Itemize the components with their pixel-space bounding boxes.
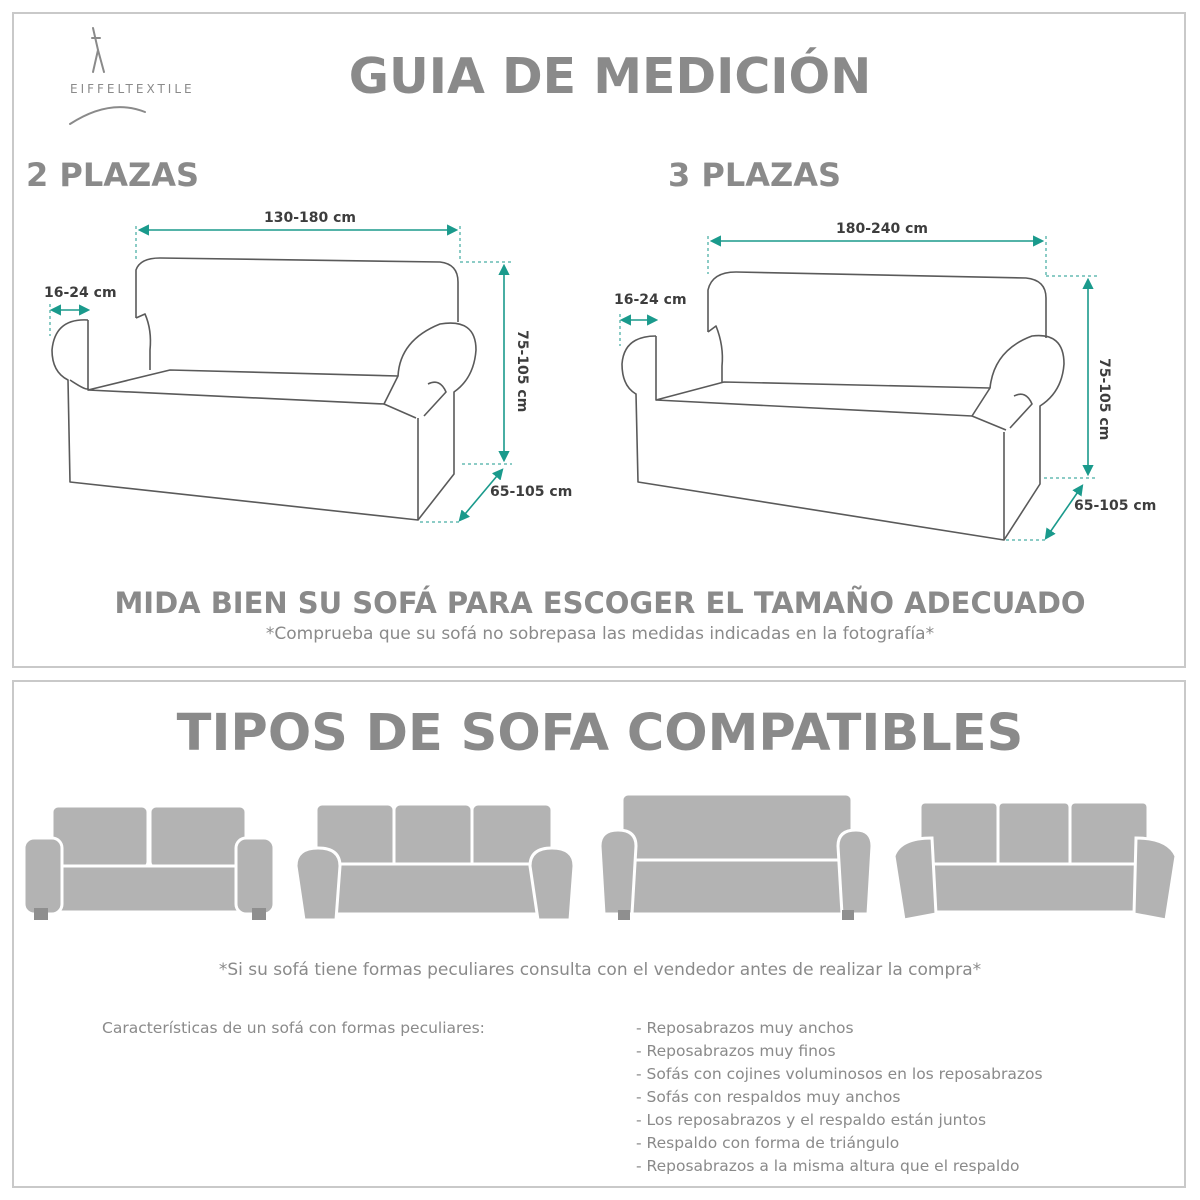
sofa-type-4-icon xyxy=(894,802,1176,920)
sofa-type-1-icon xyxy=(24,806,274,920)
three-seat-heading: 3 PLAZAS xyxy=(668,156,842,194)
three-seat-depth-label: 65-105 cm xyxy=(1074,498,1157,514)
three-seat-width-label: 180-240 cm xyxy=(836,221,929,237)
compatibility-note: *Si su sofá tiene formas peculiares consulta con el vendedor antes de realizar la compra* xyxy=(218,960,982,980)
two-seat-height-label: 75-105 cm xyxy=(514,330,530,413)
feature-item: - Reposabrazos a la misma altura que el respaldo xyxy=(636,1155,1043,1178)
measurement-guide-title: GUIA DE MEDICIÓN xyxy=(348,48,872,105)
two-seat-arm-label: 16-24 cm xyxy=(44,285,117,301)
eiffel-tower-logo-icon xyxy=(70,28,145,124)
feature-item: - Sofás con cojines voluminosos en los reposabrazos xyxy=(636,1063,1043,1086)
two-seat-depth-label: 65-105 cm xyxy=(490,484,573,500)
feature-item: - Los reposabrazos y el respaldo están juntos xyxy=(636,1109,1043,1132)
two-seat-heading: 2 PLAZAS xyxy=(26,156,200,194)
features-list xyxy=(636,1017,1043,1178)
feature-item: - Reposabrazos muy anchos xyxy=(636,1017,1043,1040)
three-seat-sofa-outline xyxy=(622,272,1064,540)
brand-logo-text: EIFFELTEXTILE xyxy=(70,82,195,96)
feature-item: - Reposabrazos muy finos xyxy=(636,1040,1043,1063)
feature-item: - Respaldo con forma de triángulo xyxy=(636,1132,1043,1155)
two-seat-width-label: 130-180 cm xyxy=(264,210,357,226)
two-seat-dimension-lines xyxy=(50,226,512,522)
sofa-type-2-icon xyxy=(296,804,574,920)
feature-item: - Sofás con respaldos muy anchos xyxy=(636,1086,1043,1109)
compatible-types-title: TIPOS DE SOFA COMPATIBLES xyxy=(176,704,1024,763)
three-seat-height-label: 75-105 cm xyxy=(1096,358,1112,441)
features-label: Características de un sofá con formas peculiares: xyxy=(102,1019,485,1037)
three-seat-dimension-lines xyxy=(620,236,1098,540)
measure-subline: *Comprueba que su sofá no sobrepasa las medidas indicadas en la fotografía* xyxy=(265,624,935,644)
measure-headline: MIDA BIEN SU SOFÁ PARA ESCOGER EL TAMAÑO ADECUADO xyxy=(114,586,1086,620)
sofa-type-3-icon xyxy=(600,794,872,920)
three-seat-arm-label: 16-24 cm xyxy=(614,292,687,308)
